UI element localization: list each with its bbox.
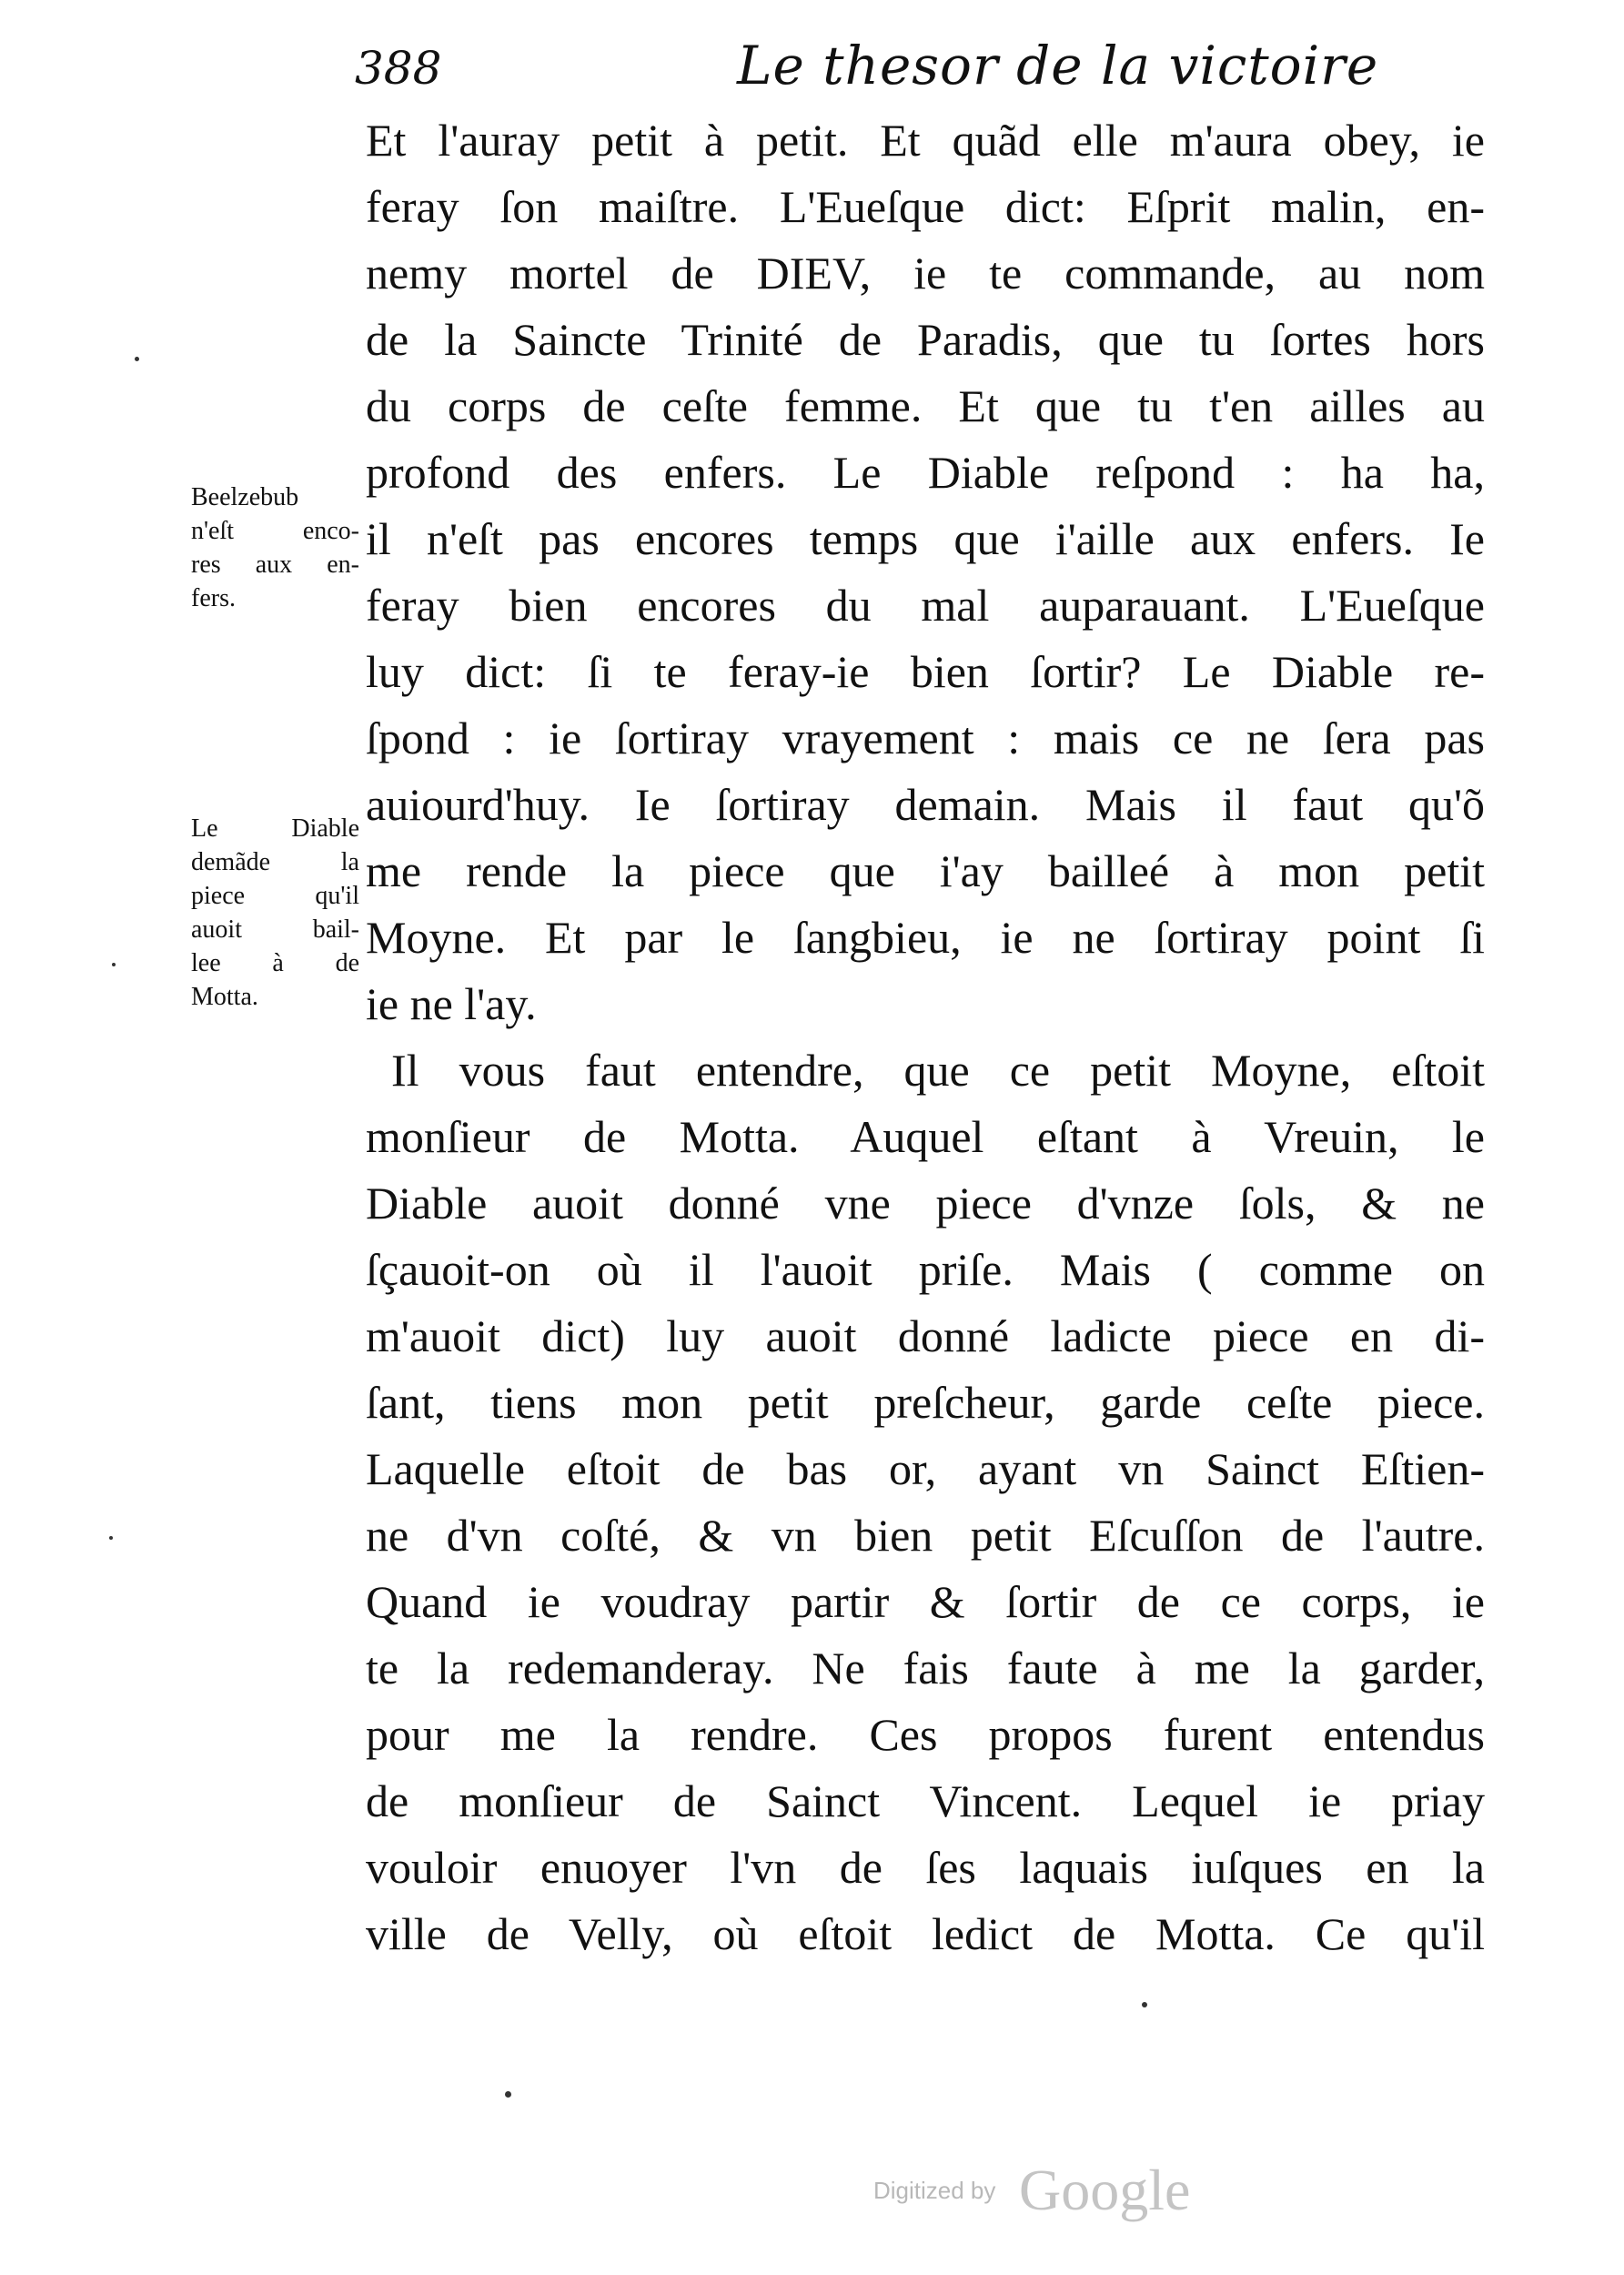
ink-speck [135,357,139,361]
text-line: Diable auoit donné vne piece d'vnze ſols, & ne [366,1178,1485,1228]
text-line: ſçauoit-on où il l'auoit priſe. Mais ( comme on [366,1244,1485,1295]
margin-note-line: Le Diable [191,814,359,843]
text-line: de la Saincte Trinité de Paradis, que tu ſortes hors [366,314,1485,365]
text-line: ſpond : ie ſortiray vrayement : mais ce ne ſera pas [366,713,1485,763]
text-line: ville de Velly, où eſtoit ledict de Motta. Ce qu'il [366,1908,1485,1959]
margin-note-line: n'eſt enco- [191,517,359,545]
text-line: feray bien encores du mal auparauant. L'Eueſque [366,580,1485,631]
text-line: luy dict: ſi te feray-ie bien ſortir? Le Diable re- [366,646,1485,697]
ink-speck [109,1536,113,1540]
margin-note-line: auoit bail- [191,915,359,944]
text-line: Quand ie voudray partir & ſortir de ce corps, ie [366,1576,1485,1627]
running-title: Le thesor de la victoire [737,35,1379,96]
paragraph-start-line: Il vous faut entendre, que ce petit Moyne, eſtoit [391,1045,1485,1096]
text-line: ne d'vn coſté, & vn bien petit Eſcuſſon de l'autre. [366,1510,1485,1561]
page-number: 388 [355,42,442,95]
ink-speck [112,963,116,966]
margin-note-line: Motta. [191,983,258,1011]
margin-note-line: lee à de [191,949,359,977]
text-line: profond des enfers. Le Diable reſpond : ha ha, [366,447,1485,498]
text-line: du corps de ceſte femme. Et que tu t'en ailles au [366,380,1485,431]
margin-note [191,812,359,1014]
text-line: de monſieur de Sainct Vincent. Lequel ie priay [366,1775,1485,1826]
text-line: te la redemanderay. Ne fais faute à me la garder, [366,1643,1485,1694]
text-line: il n'eſt pas encores temps que i'aille aux enfers. Ie [366,513,1485,564]
margin-note-line: Beelzebub [191,483,299,511]
text-line: monſieur de Motta. Auquel eſtant à Vreuin, le [366,1111,1485,1162]
ink-speck [1142,2002,1147,2007]
margin-note-line: demãde la [191,848,359,876]
main-text-block [366,107,1485,1967]
text-line: ſant, tiens mon petit preſcheur, garde ceſte piece. [366,1377,1485,1428]
margin-note [191,480,359,615]
text-line: feray ſon maiſtre. L'Eueſque dict: Eſprit malin, en- [366,181,1485,232]
margin-note-diable-piece [191,812,359,1014]
text-line: me rende la piece que i'ay bailleé à mon petit [366,845,1485,896]
text-line: Laquelle eſtoit de bas or, ayant vn Sainct Eſtien- [366,1443,1485,1494]
margin-note-line: res aux en- [191,551,359,579]
google-logo: Google [1019,2158,1191,2222]
margin-note-line: piece qu'il [191,882,359,910]
text-line: pour me la rendre. Ces propos furent entendus [366,1709,1485,1760]
text-line: Et l'auray petit à petit. Et quãd elle m'aura obey, ie [366,115,1485,166]
text-line: vouloir enuoyer l'vn de ſes laquais iuſques en la [366,1842,1485,1893]
margin-note-beelzebub [191,480,359,615]
text-line: nemy mortel de DIEV, ie te commande, au nom [366,248,1485,298]
ink-speck [505,2091,511,2098]
watermark-prefix: Digitized by [873,2177,996,2204]
margin-note-line: fers. [191,584,236,612]
text-line: ie ne l'ay. [366,978,537,1029]
text-line: Moyne. Et par le ſangbieu, ie ne ſortiray point ſi [366,912,1485,963]
page-header [355,35,1483,107]
text-line: auiourd'huy. Ie ſortiray demain. Mais il faut qu'õ [366,779,1485,830]
text-line: m'auoit dict) luy auoit donné ladicte piece en di- [366,1310,1485,1361]
